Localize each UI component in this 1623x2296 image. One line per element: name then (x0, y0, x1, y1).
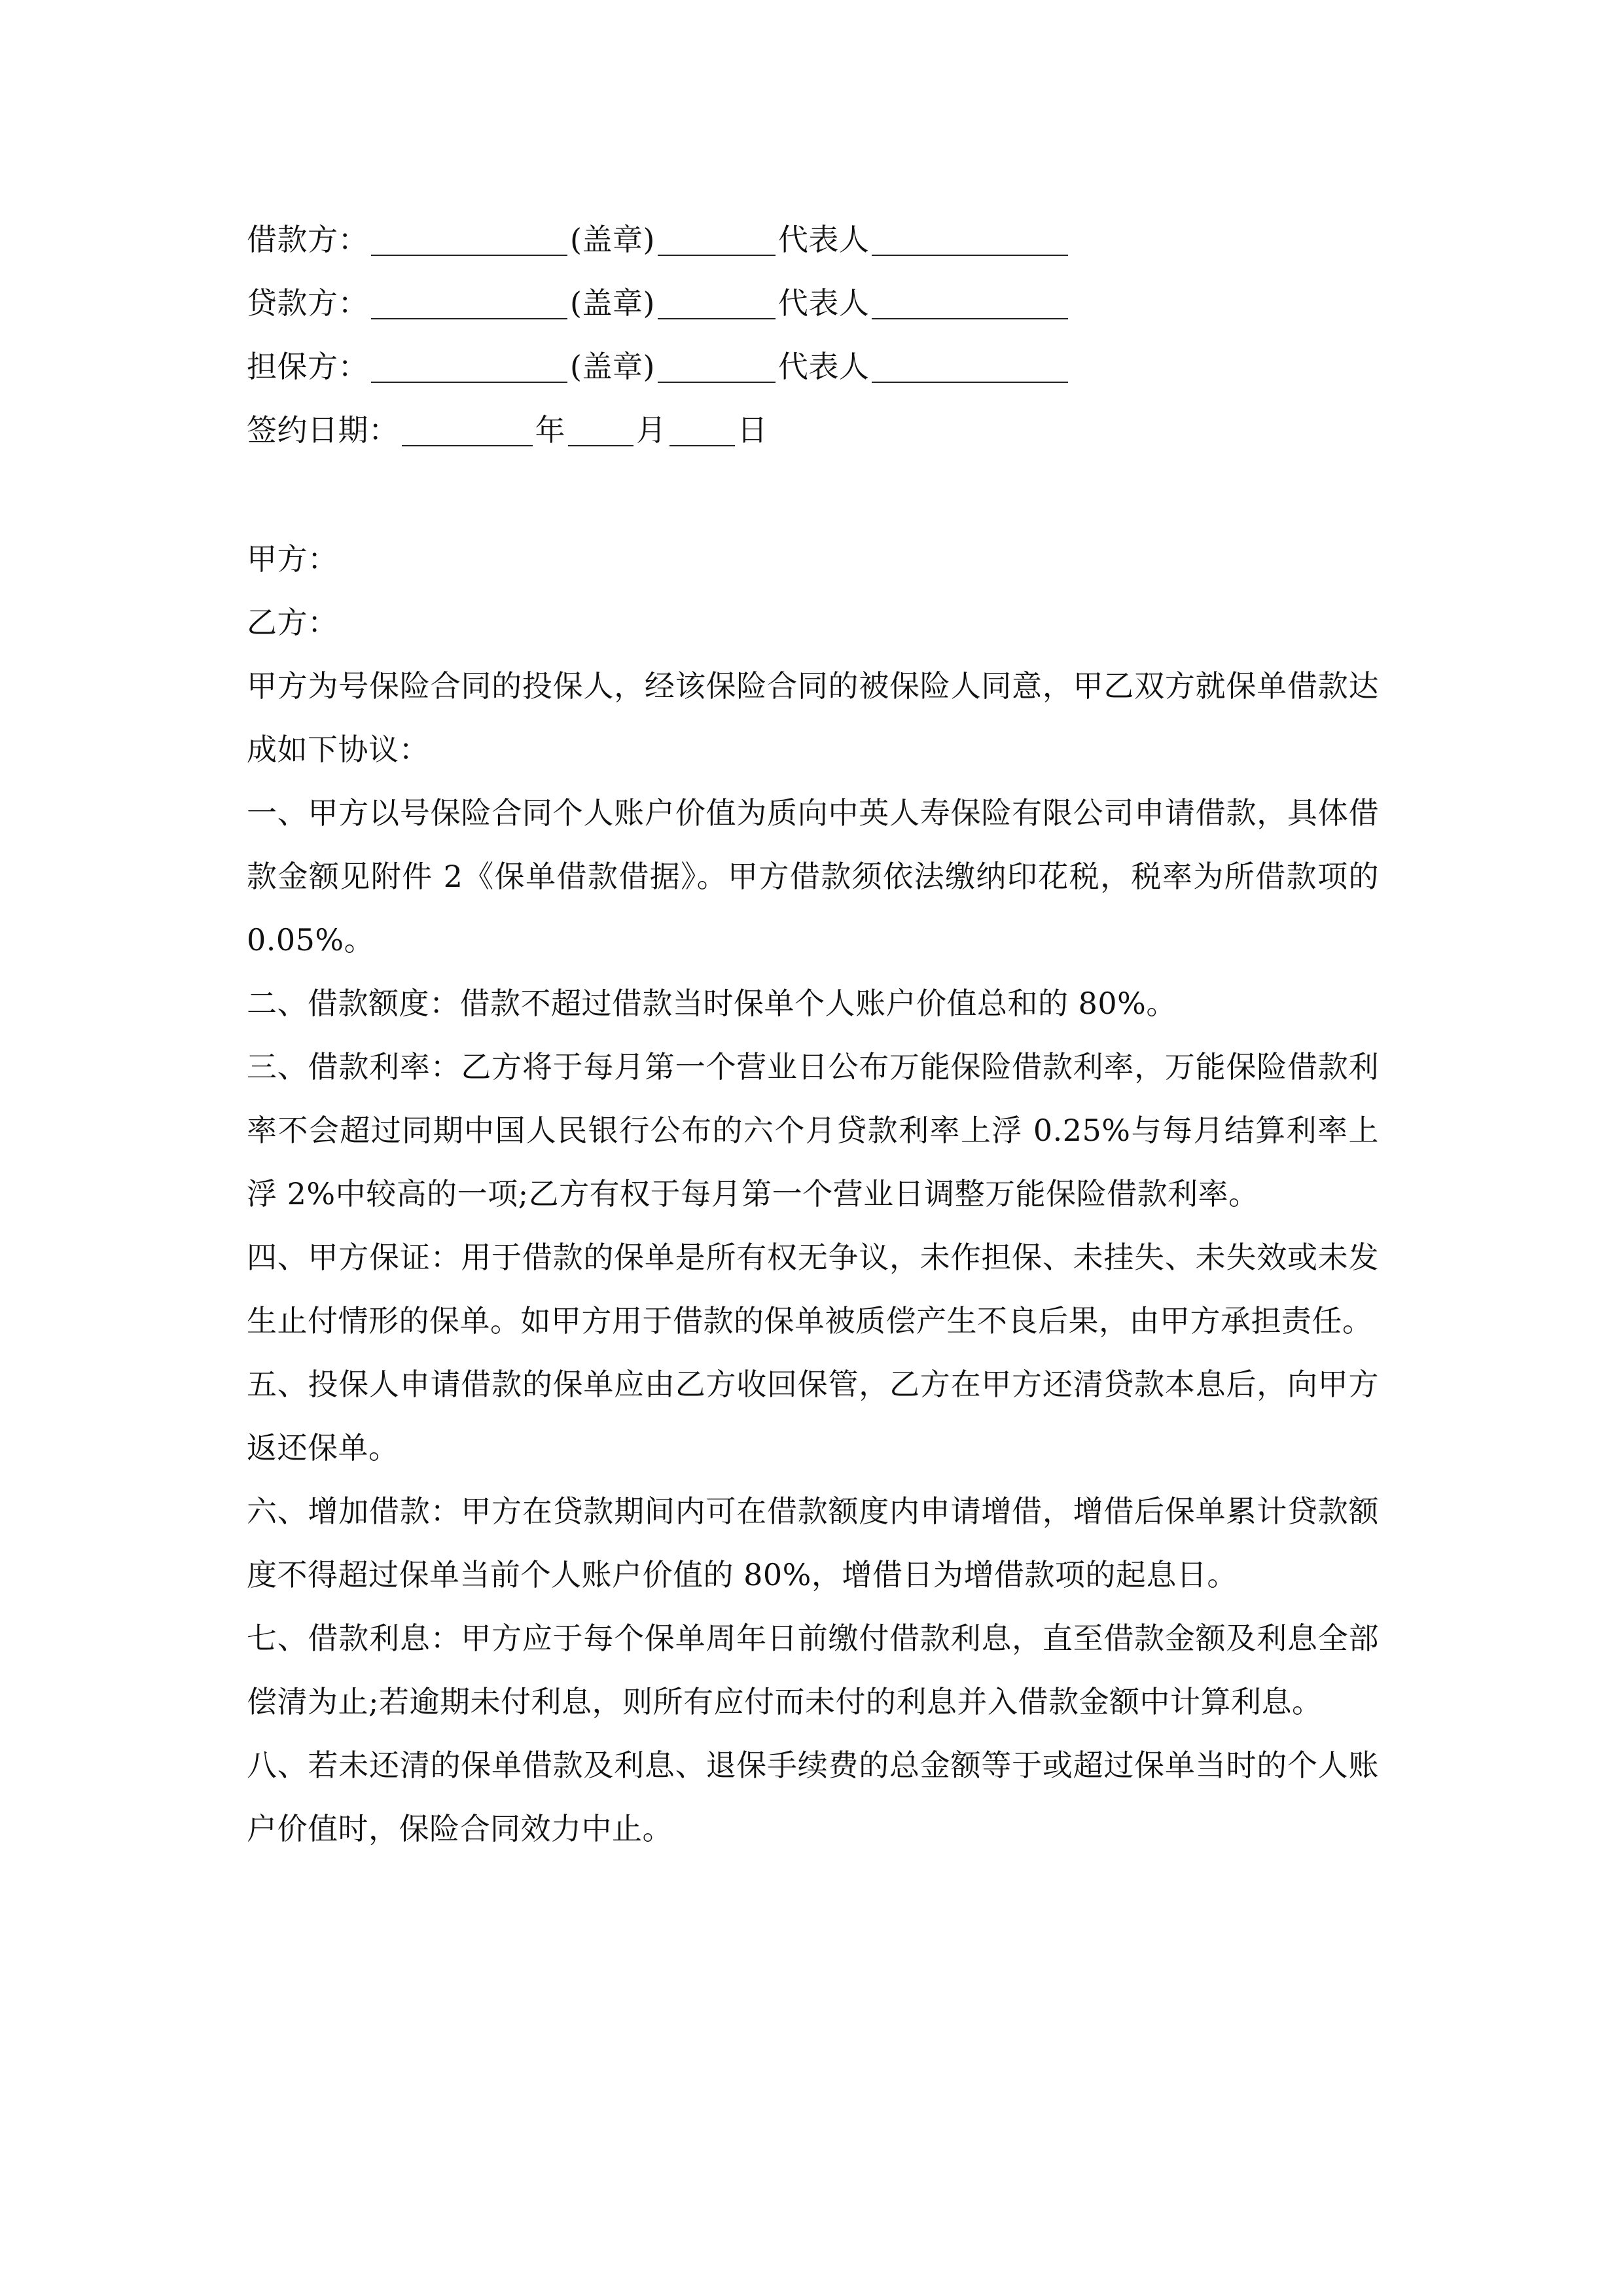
signature-row-borrower (247, 208, 1379, 272)
month-blank (568, 415, 633, 446)
guarantor-seal-label: (盖章) (570, 349, 655, 384)
clause-6: 六、增加借款：甲方在贷款期间内可在借款额度内申请增借，增借后保单累计贷款额度不得超过保单当前个人账户价值的 80%，增借日为增借款项的起息日。 (247, 1494, 1379, 1592)
guarantor-rep-label: 代表人 (777, 349, 870, 384)
lender-rep-label: 代表人 (777, 285, 870, 321)
borrower-label: 借款方： (247, 222, 368, 257)
clause-5: 五、投保人申请借款的保单应由乙方收回保管，乙方在甲方还清贷款本息后，向甲方返还保单。 (247, 1367, 1379, 1465)
month-label: 月 (636, 412, 667, 448)
borrower-name-blank (371, 224, 567, 256)
clause-2: 二、借款额度：借款不超过借款当时保单个人账户价值总和的 80%。 (247, 986, 1177, 1021)
lender-name-blank (371, 288, 567, 319)
borrower-seal-blank (658, 224, 776, 256)
day-blank (669, 415, 735, 446)
guarantor-rep-blank (872, 351, 1068, 383)
guarantor-label: 担保方： (247, 349, 368, 384)
lender-seal-blank (658, 288, 776, 319)
day-label: 日 (737, 412, 768, 448)
lender-seal-label: (盖章) (570, 285, 655, 321)
signing-date-label: 签约日期： (247, 412, 399, 448)
clause-1: 一、甲方以号保险合同个人账户价值为质向中英人寿保险有限公司申请借款，具体借款金额见附件 2《保单借款借据》。甲方借款须依法缴纳印花税，税率为所借款项的 0.05%。 (247, 795, 1379, 958)
year-label: 年 (535, 412, 565, 448)
signature-row-lender (247, 272, 1379, 335)
intro-paragraph: 甲方为号保险合同的投保人，经该保险合同的被保险人同意，甲乙双方就保单借款达成如下协议： (247, 668, 1379, 767)
lender-label: 贷款方： (247, 285, 368, 321)
document-page (247, 208, 1379, 1861)
clause-3: 三、借款利率：乙方将于每月第一个营业日公布万能保险借款利率，万能保险借款利率不会超过同期中国人民银行公布的六个月贷款利率上浮 0.25%与每月结算利率上浮 2%中较高的一项;乙方有权于每月第一个营业日调整万能保险借款利率。 (247, 1049, 1379, 1211)
guarantor-seal-blank (658, 351, 776, 383)
borrower-rep-blank (872, 224, 1068, 256)
guarantor-name-blank (371, 351, 567, 383)
borrower-seal-label: (盖章) (570, 222, 655, 257)
party-a-line: 甲方： (247, 541, 338, 577)
clause-8: 八、若未还清的保单借款及利息、退保手续费的总金额等于或超过保单当时的个人账户价值时，保险合同效力中止。 (247, 1748, 1379, 1846)
borrower-rep-label: 代表人 (777, 222, 870, 257)
section-gap (247, 462, 1379, 528)
signature-row-guarantor (247, 335, 1379, 399)
year-blank (402, 415, 533, 446)
signing-date-row (247, 399, 1379, 462)
clause-4: 四、甲方保证：用于借款的保单是所有权无争议，未作担保、未挂失、未失效或未发生止付情形的保单。如甲方用于借款的保单被质偿产生不良后果，由甲方承担责任。 (247, 1240, 1379, 1338)
clause-7: 七、借款利息：甲方应于每个保单周年日前缴付借款利息，直至借款金额及利息全部偿清为止;若逾期未付利息，则所有应付而未付的利息并入借款金额中计算利息。 (247, 1621, 1379, 1719)
party-b-line: 乙方： (247, 605, 338, 640)
lender-rep-blank (872, 288, 1068, 319)
